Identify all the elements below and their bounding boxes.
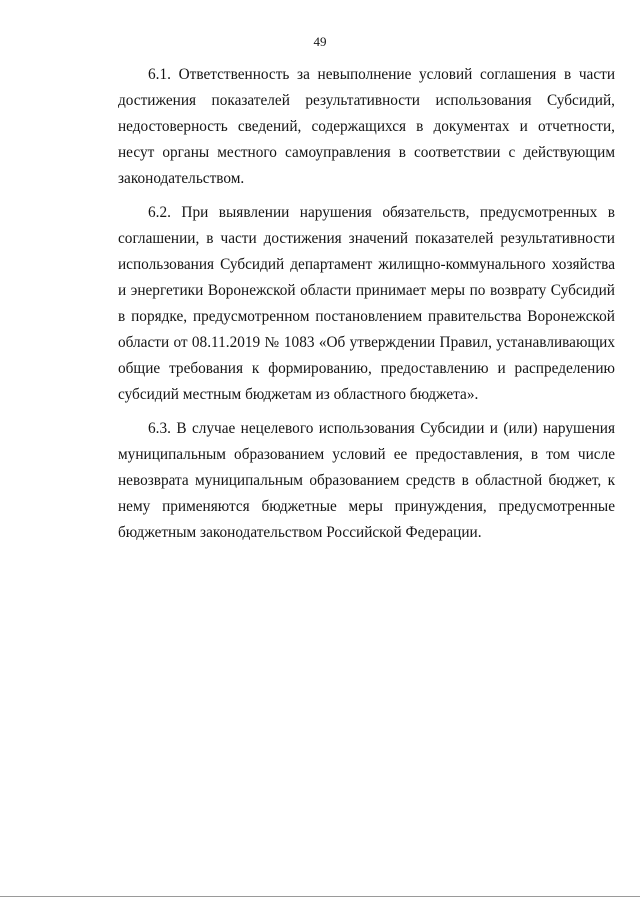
page-number: 49 (313, 34, 327, 49)
paragraph-6-2: 6.2. При выявлении нарушения обязательств, предусмотренных в соглашении, в части достижения значений показателей результативности использования Субсидий департамент жилищно-коммунального хозяйства и энергетики Воронежской области принимает меры по возврату Субсидий в порядке, предусмотренном постановлением правительства Воронежской области от 08.11.2019 № 1083 «Об утверждении Правил, устанавливающих общие требования к формированию, предоставлению и распределению субсидий местным бюджетам из областного бюджета». (118, 204, 615, 403)
scan-bottom-edge (0, 896, 640, 897)
paragraph-6-1: 6.1. Ответственность за невыполнение условий соглашения в части достижения показателей результативности использования Субсидий, недостоверность сведений, содержащихся в документах и отчетности, несут органы местного самоуправления в соответствии с действующим законодательством. (118, 66, 615, 187)
paragraph-6-3: 6.3. В случае нецелевого использования Субсидии и (или) нарушения муниципальным образованием условий ее предоставления, в том числе невозврата муниципальным образованием средств в областной бюджет, к нему применяются бюджетные меры принуждения, предусмотренные бюджетным законодательством Российской Федерации. (118, 420, 615, 541)
document-body (118, 62, 615, 554)
